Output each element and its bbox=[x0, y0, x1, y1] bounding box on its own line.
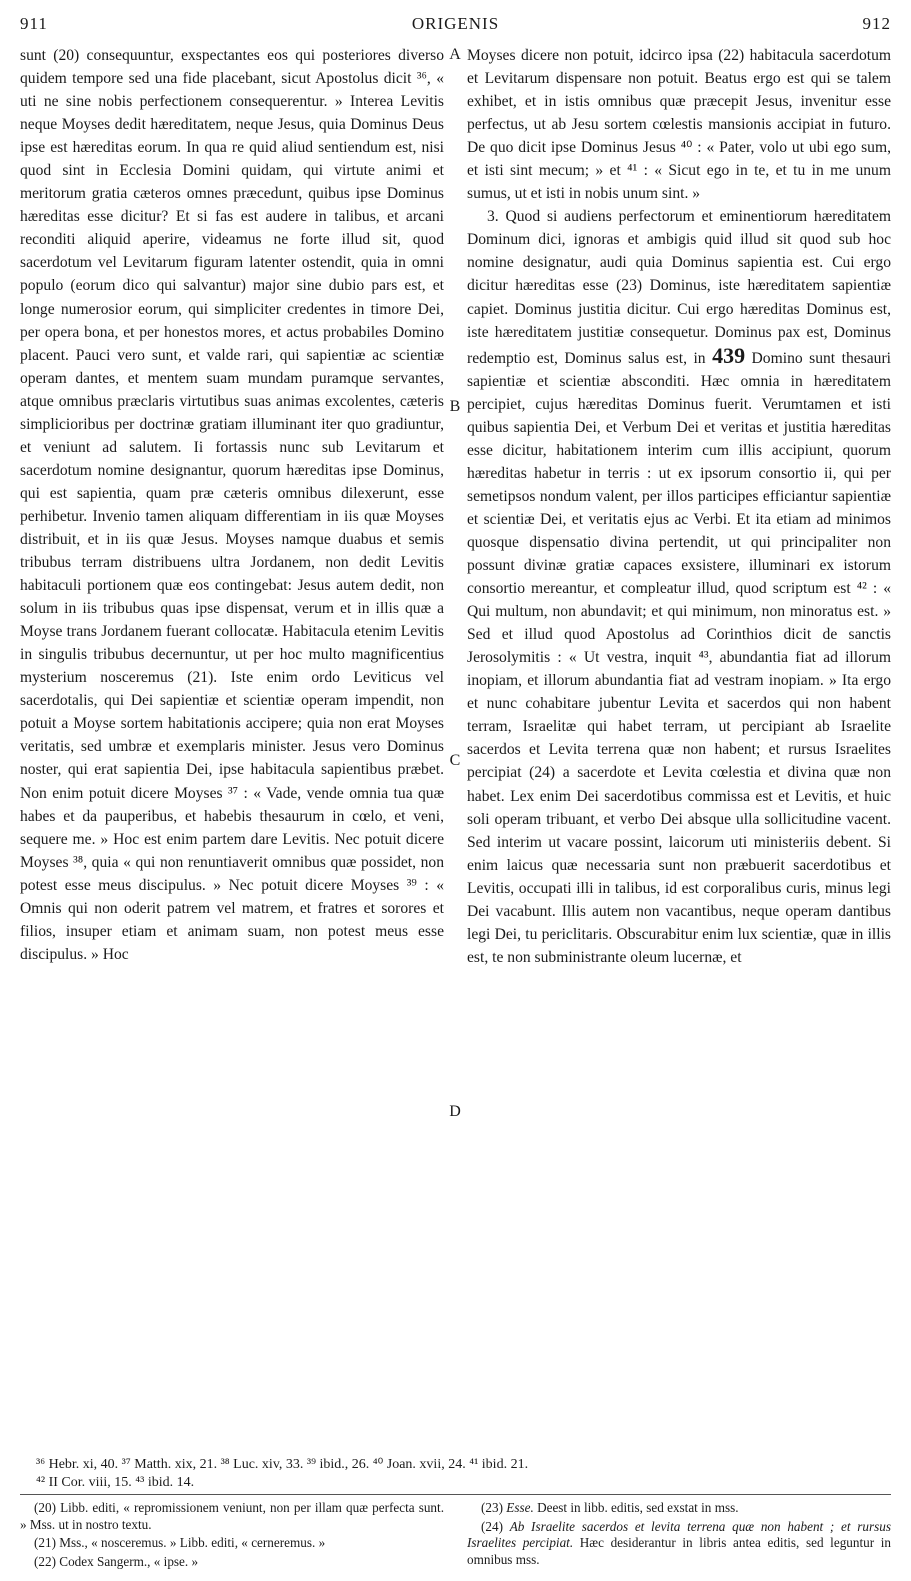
right-para-2-rest: Domino sunt thesauri sapientiæ et scientiæ absconditi. Hæc omnia in hæreditatem percipiet, cujus hæreditas Dominus fuerit. Verumtamen et isti quibus sapientia Dei, et Verbum Dei et veritas et justitia hæreditas esse dicitur, habitationem interim cum illis accipiunt, quorum hæreditas habetur in terris : ut ex ipsorum consortio ii, qui per semetipsos nondum valent, per illos participes efficiantur sapientiæ et scientiæ Dei, et veritatis ejus ac Verbi. Et ita etiam ad minimos quosque dispensatio divina pertendit, ut qui principaliter non possunt divinæ gratiæ capaces exsistere, illuminari ex istorum consortio mereantur, et compleatur illud, quod scriptum est ⁴² : « Qui multum, non abundavit; et qui minimum, non minoratus est. » Sed et illud quod Apostolus ad Corinthios dicit de sanctis Jerosolymitis : « Ut vestra, inquit ⁴³, abundantia fiat ad illorum inopiam, et illorum abundantia fiat ad vestram inopiam. » Ita ergo et nunc cohabitare jubentur Levita et sacerdos qui non habent terram, Israelitæ qui habet terram, ut percipiant ab Israelite sacerdos et Levita terrena quæ non habent; et rursus Israelites percipiat (24) a sacerdote et Levita cœlestia et divina quæ non habet. Lex enim Dei sacerdotibus commissa est et Levitis, et huic soli operam tribuant, et verbo Dei absque ulla sollicitudine vacent. Sed interim ut vacare possint, laicorum uti ministeriis debent. Si enim laicus quæ necessaria sunt non præbuerit sacerdotibus et Levitis, occupati illi in talibus, id est corporalibus curis, minus legi Dei vacabunt. Illis autem non vacantibus, neque operam dantibus legi Dei, tu periclitaris. Obscurabitur enim lux scientiæ, quæ in illis est, te non subministrante oleum lucernæ, et bbox=[467, 349, 891, 966]
footnote-divider bbox=[20, 1494, 891, 1495]
right-para-2-start: 3. Quod si audiens perfectorum et eminentiorum hæreditatem Dominum dici, ignoras et ambigis quid illud sit quod sub hoc nomine designatur, audi quia Dominus sapientia est. Cui ergo dicitur hæreditas esse (23) Dominus, iste hæreditatem sapientiæ capiet. Dominus justitia dicitur. Cui ergo hæreditas Dominus est, iste hæreditatem justitiæ consequetur. Dominus pax est, Dominus redemptio est, Dominus salus est, in bbox=[467, 208, 891, 367]
footnote-23-number: (23) bbox=[481, 1500, 507, 1515]
footnote-23 bbox=[467, 1500, 891, 1517]
footnotes-left bbox=[20, 1500, 444, 1572]
references-line-2: ⁴² II Cor. viii, 15. ⁴³ ibid. 14. bbox=[36, 1475, 195, 1490]
scripture-references bbox=[36, 1456, 891, 1492]
margin-letter-b: B bbox=[449, 398, 461, 415]
footnotes-right bbox=[467, 1500, 891, 1570]
right-para-1: Moyses dicere non potuit, idcirco ipsa (22) habitacula sacerdotum et Levitarum dispensare non potuit. Beatus ergo est qui se talem exhibet, et in istis omnibus quæ præcepit Jesus, invenitur esse perfectus, ut ab Jesu sortem cœlestis mansionis accipiat in futuro. De quo dicit ipse Dominus Jesus ⁴⁰ : « Pater, volo ut ubi ego sum, et isti sint mecum; » et ⁴¹ : « Sicut ego in te, et tu in me unum sumus, ut et isti in nobis unum sint. » bbox=[467, 47, 891, 203]
footnote-24-number: (24) bbox=[481, 1518, 510, 1534]
footnote-24 bbox=[467, 1519, 891, 1569]
margin-letter-a: A bbox=[449, 46, 461, 63]
left-column-text: sunt (20) consequuntur, exspectantes eos qui posteriores diverso quidem tempore sed una fide placebant, sicut Apostolus dicit ³⁶, « uti ne sine nobis perfectionem consequerentur. » Interea Levitis neque Moyses dedit hæreditatem, neque Jesus, quia Dominus Deus ipse est hæreditas eorum. In qua re quid aliud sentiendum est, nisi quod sint in Ecclesia Domini quidam, qui virtute animi et meritorum gratia cæteros omnes præcedunt, quibus ipse Dominus hæreditas esse dicitur? Et si fas est audere in talibus, et arcani reconditi aliquid aperire, videamus ne forte illud sit, quod sacerdotum vel Levitarum figuram latenter ostendit, quia in omni populo (eorum dico qui salvantur) major sine dubio pars est, et longe numerosior eorum, qui simpliciter credentes in timore Dei, per opera bona, et per honestos mores, et actus probabiles Domino placent. Pauci vero sunt, et valde rari, qui sapientiæ ac scientiæ operam dantes, et mentem suam mundam puramque servantes, atque omnibus præclaris virtutibus suas animas excolentes, cæteris simplicioribus per doctrinæ gratiam illuminant iter quo gradiuntur, et veniunt ad salutem. Ii fortassis nunc sub Levitarum et sacerdotum nomine designantur, quorum hæreditas ipse Dominus, qui est sapientia, quam præ cæteris omnibus dilexerunt, esse perhibetur. Invenio tamen aliquam differentiam in iis quæ Moyses distribuit, et in iis quæ Jesus. Moyses namque duabus et semis tribubus terram distribuens ultra Jordanem, non dedit Levitis habitaculi portionem quæ eos contingebat: Jesus autem dedit, non solum in iis tribubus quas ipse dispensat, verum et in illis quæ a Moyse trans Jordanem fuerant collocatæ. Habitacula etenim Levitis in singulis tribubus decernuntur, ut per hoc multo magnificentius mysterium nosceremus (21). Iste enim ordo Leviticus vel sacerdotalis, qui Dei sapientiæ et scientiæ operam impendit, non potuit a Moyse sortem habitationis accipere; quia non erat Moyses veritatis, sed umbræ et exemplaris minister. Jesus vero Dominus noster, qui erat sapientia Dei, ipse habitacula sapientibus præbet. Non enim potuit dicere Moyses ³⁷ : « Vade, vende omnia tua quæ habes et da pauperibus, et habebis thesaurum in cœlo, et veni, sequere me. » Hoc est enim partem dare Levitis. Nec potuit dicere Moyses ³⁸, quia « qui non renuntiaverit omnibus quæ possidet, non potest esse meus discipulus. » Nec potuit dicere Moyses ³⁹ : « Omnis qui non oderit patrem vel matrem, et fratres et sorores et filios, insuper etiam et animam suam, non potest meus esse discipulus. » Hoc bbox=[20, 47, 444, 963]
page-number-right: 912 bbox=[862, 14, 891, 33]
footnote-21: (21) Mss., « nosceremus. » Libb. editi, « cerneremus. » bbox=[34, 1535, 326, 1550]
running-header bbox=[20, 14, 891, 38]
page-number-left: 911 bbox=[20, 14, 48, 33]
footnote-20: (20) Libb. editi, « repromissionem veniunt, non per illam quæ perfecta sunt. » Mss. ut in nostro textu. bbox=[20, 1500, 444, 1532]
references-line-1: ³⁶ Hebr. xi, 40. ³⁷ Matth. xix, 21. ³⁸ Luc. xiv, 33. ³⁹ ibid., 26. ⁴⁰ Joan. xvii, 24. ⁴¹ ibid. 21. bbox=[36, 1457, 529, 1472]
column-number: 439 bbox=[712, 342, 746, 368]
footnote-22: (22) Codex Sangerm., « ipse. » bbox=[34, 1553, 199, 1569]
right-column bbox=[467, 44, 891, 1454]
footnote-23-lemma: Esse. bbox=[506, 1500, 534, 1515]
right-para-2 bbox=[467, 205, 891, 969]
footnote-23-text: Deest in libb. editis, sed exstat in mss. bbox=[533, 1500, 739, 1515]
margin-letter-c: C bbox=[449, 752, 461, 769]
footnote-24-text: Hæc desiderantur in libris antea editis, sed leguntur in omnibus mss. bbox=[467, 1535, 892, 1567]
running-title: ORIGENIS bbox=[411, 14, 500, 33]
margin-letter-d: D bbox=[449, 1103, 461, 1120]
footnote-24-lemma: Ab Israelite sacerdos et levita terrena quæ non habent ; et rursus Israelites percipiat. bbox=[467, 1518, 891, 1550]
left-column bbox=[20, 44, 444, 1454]
